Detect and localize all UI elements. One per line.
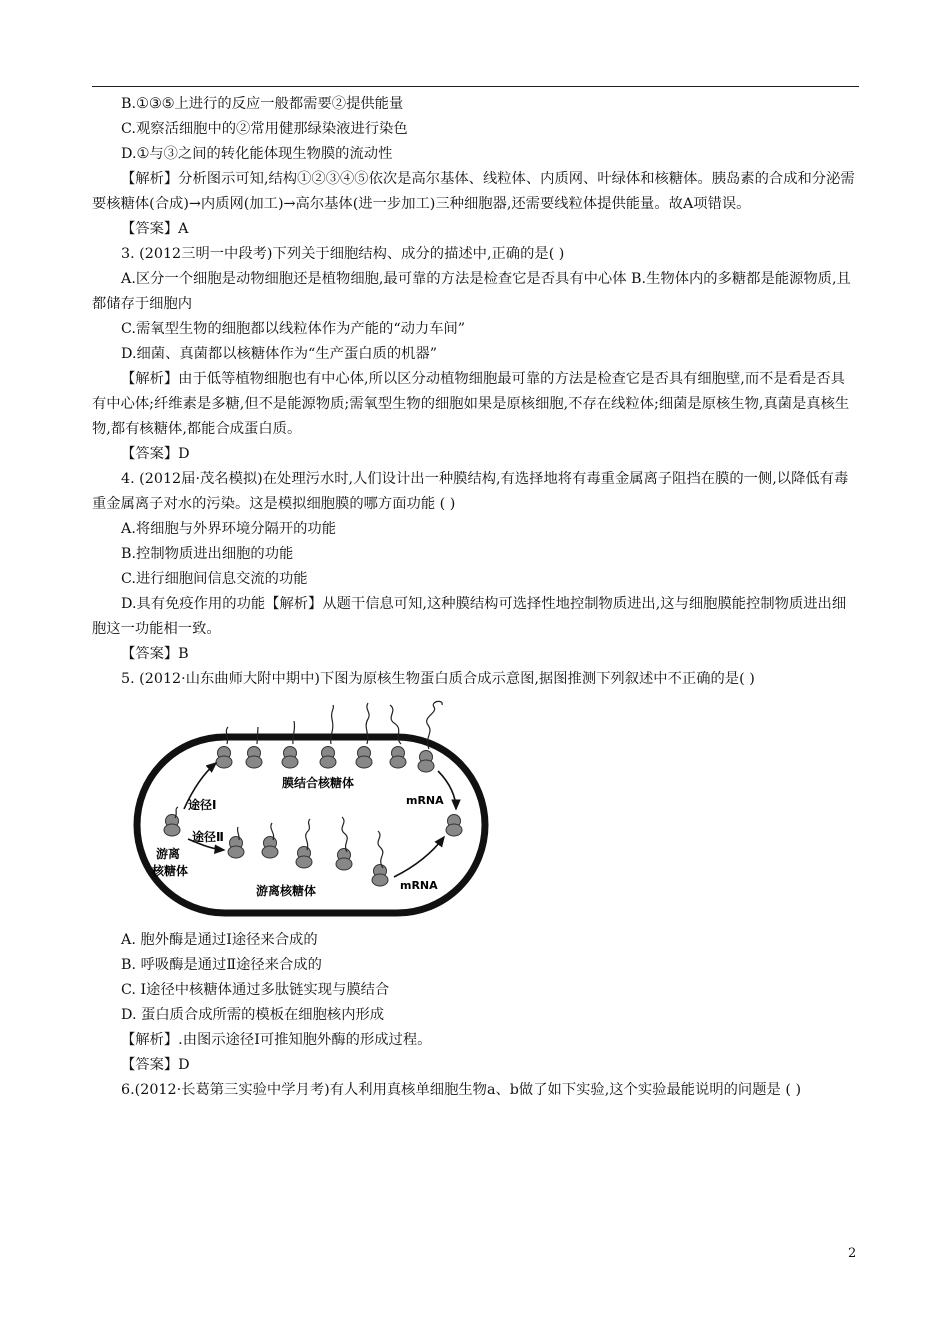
q3-analysis: 【解析】由于低等植物细胞也有中心体,所以区分动植物细胞最可靠的方法是检查它是否具有细胞壁,而不是看是否具有中心体;纤维素是多糖,但不是能源物质;需氧型生物的细胞如果是原核细胞,不存在线粒体;细菌是原核生物,真菌是真核生物,都有核糖体,都能合成蛋白质。 bbox=[92, 371, 850, 437]
page-content bbox=[92, 92, 859, 1103]
label-pathway2: 途径Ⅱ bbox=[192, 830, 224, 844]
q3-answer: 【答案】D bbox=[121, 446, 190, 462]
q4-option-a: A.将细胞与外界环境分隔开的功能 bbox=[121, 521, 337, 537]
q5-option-d: D. 蛋白质合成所需的模板在细胞核内形成 bbox=[121, 1007, 385, 1023]
q2-option-d: D.①与③之间的转化能体现生物膜的流动性 bbox=[121, 146, 393, 162]
label-ribosome: 核糖体 bbox=[152, 864, 189, 878]
label-membrane-ribosome: 膜结合核糖体 bbox=[282, 776, 355, 790]
q6-stem: 6.(2012·长葛第三实验中学月考)有人利用真核单细胞生物a、b做了如下实验,这个实验最能说明的问题是 ( ) bbox=[121, 1082, 802, 1098]
ribosome-diagram bbox=[92, 692, 859, 928]
q2-option-c: C.观察活细胞中的②常用健那绿染液进行染色 bbox=[121, 121, 408, 137]
prokaryote-protein-synthesis-diagram bbox=[132, 697, 492, 922]
label-free: 游离 bbox=[156, 847, 181, 861]
q4-option-c: C.进行细胞间信息交流的功能 bbox=[121, 571, 308, 587]
q4-stem: 4. (2012届·茂名模拟)在处理污水时,人们设计出一种膜结构,有选择地将有毒重金属离子阻挡在膜的一侧,以降低有毒重金属离子对水的污染。这是模拟细胞膜的哪方面功能 ( ) bbox=[92, 471, 849, 512]
label-free-ribosome: 游离核糖体 bbox=[256, 884, 317, 898]
q5-answer: 【答案】D bbox=[121, 1057, 190, 1073]
q3-options-ab: A.区分一个细胞是动物细胞还是植物细胞,最可靠的方法是检查它是否具有中心体 B.生物体内的多糖都是能源物质,且都储存于细胞内 bbox=[92, 271, 851, 312]
q2-answer: 【答案】A bbox=[121, 221, 189, 237]
label-mrna-top: mRNA bbox=[406, 794, 444, 807]
q4-option-d: D.具有免疫作用的功能【解析】从题干信息可知,这种膜结构可选择性地控制物质进出,这与细胞膜能控制物质进出细胞这一功能相一致。 bbox=[92, 596, 847, 637]
header-rule bbox=[92, 86, 859, 87]
q4-answer: 【答案】B bbox=[121, 646, 189, 662]
q3-option-d: D.细菌、真菌都以核糖体作为“生产蛋白质的机器” bbox=[121, 346, 438, 362]
q5-option-b: B. 呼吸酶是通过Ⅱ途径来合成的 bbox=[121, 957, 322, 973]
q2-option-b: B.①③⑤上进行的反应一般都需要②提供能量 bbox=[121, 96, 404, 112]
label-mrna-bottom: mRNA bbox=[400, 879, 438, 892]
label-pathway1: 途径Ⅰ bbox=[188, 798, 217, 812]
mrna-arrow-bottom bbox=[394, 837, 444, 877]
q3-stem: 3. (2012三明一中段考)下列关于细胞结构、成分的描述中,正确的是( ) bbox=[121, 246, 565, 262]
q5-analysis: 【解析】.由图示途径Ⅰ可推知胞外酶的形成过程。 bbox=[121, 1032, 432, 1048]
q5-stem: 5. (2012·山东曲师大附中期中)下图为原核生物蛋白质合成示意图,据图推测下列叙述中不正确的是( ) bbox=[121, 671, 755, 687]
q5-option-c: C. Ⅰ途径中核糖体通过多肽链实现与膜结合 bbox=[121, 982, 390, 998]
q5-option-a: A. 胞外酶是通过Ⅰ途径来合成的 bbox=[121, 932, 318, 948]
q2-analysis: 【解析】分析图示可知,结构①②③④⑤依次是高尔基体、线粒体、内质网、叶绿体和核糖体。胰岛素的合成和分泌需要核糖体(合成)→内质网(加工)→高尔基体(进一步加工)三种细胞器,还需要线粒体提供能量。故A项错误。 bbox=[92, 171, 855, 212]
page-number: 2 bbox=[848, 1246, 857, 1261]
q3-option-c: C.需氧型生物的细胞都以线粒体作为产能的“动力车间” bbox=[121, 321, 466, 337]
q4-option-b: B.控制物质进出细胞的功能 bbox=[121, 546, 294, 562]
